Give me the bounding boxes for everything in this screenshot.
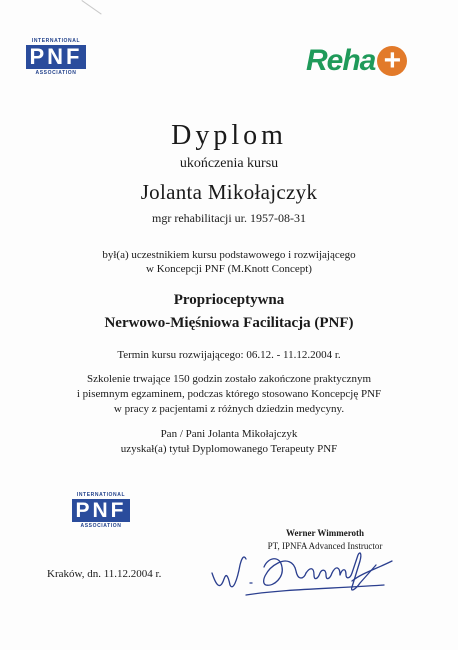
pnf-logo-top-text: INTERNATIONAL [76,492,126,498]
training-line: w pracy z pacjentami z różnych dziedzin medycyny. [113,403,345,415]
award-line: uzyskał(a) tytuł Dyplomowanego Terapeuty PNF [120,443,338,455]
recipient-name: Jolanta Mikołajczyk [140,180,318,204]
training-paragraph [0,372,458,417]
course-name-line: Nerwowo-Mięśniowa Facilitacja (PNF) [104,315,354,331]
pnf-logo-bottom-text: ASSOCIATION [80,523,122,529]
diploma-subtitle: ukończenia kursu [179,156,279,171]
award-paragraph [0,427,458,457]
pnf-logo-bottom-text: ASSOCIATION [35,70,77,76]
pnf-logo-main-text: PNF [72,499,130,522]
award-line: Pan / Pani Jolanta Mikołajczyk [160,428,298,440]
pnf-association-logo [26,38,86,76]
plus-icon: + [377,46,407,76]
pnf-logo-main-text: PNF [26,45,86,69]
diploma-title: Dyplom [171,120,287,151]
participation-paragraph [0,248,458,276]
instructor-title: PT, IPNFA Advanced Instructor [267,541,383,551]
handwritten-signature [206,545,396,600]
instructor-name: Werner Wimmeroth [285,528,365,538]
place-and-date: Kraków, dn. 11.12.2004 r. [47,568,162,580]
participation-line: w Koncepcji PNF (M.Knott Concept) [146,263,312,275]
pnf-association-logo-bottom [72,492,130,529]
course-term: Termin kursu rozwijającego: 06.12. - 11.12.2004 r. [117,349,341,361]
participation-line: był(a) uczestnikiem kursu podstawowego i rozwijającego [102,249,356,261]
training-line: i pisemnym egzaminem, podczas którego stosowano Koncepcję PNF [76,388,382,400]
scan-artifact [81,0,101,15]
reha-logo-word: Reha [306,44,376,77]
reha-plus-logo [306,44,407,78]
training-line: Szkolenie trwające 150 godzin zostało zakończone praktycznym [86,373,372,385]
pnf-logo-top-text: INTERNATIONAL [31,38,81,44]
course-name-line: Proprioceptywna [173,292,285,308]
course-name [0,289,458,335]
recipient-profession: mgr rehabilitacji ur. 1957-08-31 [152,211,306,225]
